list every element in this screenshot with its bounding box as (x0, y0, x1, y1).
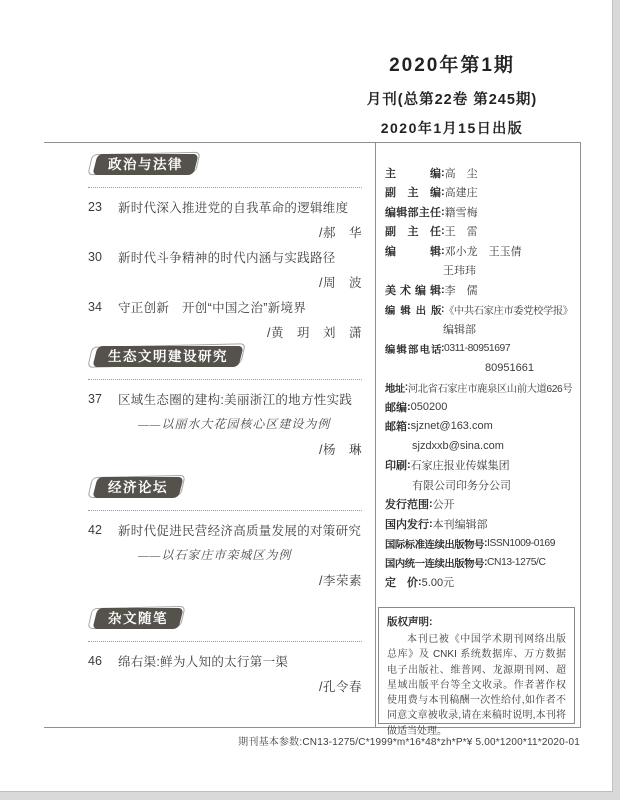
masthead-line (385, 475, 577, 495)
issue-publish-date: 2020年1月15日出版 (380, 120, 524, 136)
masthead-line (385, 319, 577, 339)
article-title: 绵右渠:鲜为人知的太行第一渠 (118, 654, 289, 669)
section-tag-row (95, 346, 362, 374)
article-row (88, 648, 362, 673)
masthead-line (385, 397, 577, 417)
article-row (88, 194, 362, 219)
article-authors: /周 波 (319, 275, 362, 290)
article-page-number: 23 (88, 199, 102, 214)
masthead-colon: : (441, 186, 445, 199)
masthead-value: 80951661 (485, 361, 534, 374)
masthead-value: 公开 (432, 499, 455, 512)
masthead-value: 编辑部 (443, 323, 476, 336)
masthead-line (385, 534, 577, 554)
masthead-value: CN13-1275/C (487, 557, 546, 569)
masthead-line (385, 436, 577, 456)
section-title: 经济论坛 (108, 480, 168, 495)
masthead-value: sjznet@163.com (410, 420, 493, 433)
dotted-divider (88, 636, 362, 642)
section-tag-row (95, 154, 362, 182)
article-title: 区域生态圈的建构:美丽浙江的地方性实践 (118, 392, 353, 407)
article-page-number: 37 (88, 391, 102, 406)
masthead-value: 5.00元 (421, 577, 455, 590)
section-title: 政治与法律 (108, 157, 183, 172)
masthead-line (385, 280, 577, 300)
masthead-label: 主编 (385, 167, 441, 180)
masthead-line (385, 573, 577, 593)
masthead-label: 编辑 (385, 245, 441, 258)
copyright-box (378, 607, 575, 737)
masthead-line (385, 202, 577, 222)
masthead-value: 石家庄报业传媒集团 (410, 460, 510, 473)
masthead-value: 高 尘 (444, 167, 478, 180)
masthead-value: 《中共石家庄市委党校学报》 (444, 305, 573, 317)
masthead-label: 编辑部电话 (385, 344, 441, 356)
dotted-divider (88, 505, 362, 511)
masthead-label: 副主任 (385, 226, 441, 239)
masthead-line (385, 241, 577, 261)
masthead-value: 高建庄 (444, 187, 478, 200)
masthead-line (385, 456, 577, 476)
article-row (88, 386, 362, 411)
masthead-label: 编辑出版 (385, 305, 441, 317)
toc-section (88, 346, 362, 461)
article-authors: /孔令春 (319, 679, 362, 694)
toc-section (88, 154, 362, 344)
masthead-line (385, 339, 577, 359)
masthead-label: 国内发行 (385, 518, 429, 531)
masthead-colon: : (429, 517, 433, 530)
masthead-colon: : (441, 244, 445, 257)
masthead-colon: : (407, 400, 411, 413)
masthead-line (385, 417, 577, 437)
masthead-label: 印刷 (385, 460, 407, 473)
masthead-line (385, 222, 577, 242)
masthead-value: 邓小龙 王玉倩 (444, 245, 522, 258)
article-title: 新时代斗争精神的时代内涵与实践路径 (118, 250, 336, 265)
masthead-colon: : (441, 283, 445, 296)
article-authors: /黄 玥 刘 潇 (267, 325, 362, 340)
toc-section (88, 477, 362, 592)
article-subtitle: ——以石家庄市栾城区为例 (138, 548, 292, 562)
issue-frequency: 月刊(总第22卷 第245期) (366, 92, 538, 108)
section-tag-row (95, 477, 362, 505)
journal-params: 期刊基本参数:CN13-1275/C*1999*m*16*48*zh*P*¥ 5.00*1200*11*2020-01 (238, 737, 580, 748)
article-authors: /杨 琳 (319, 442, 362, 457)
article-page-number: 30 (88, 249, 102, 264)
masthead-line (385, 183, 577, 203)
masthead-line (385, 300, 577, 320)
article-page-number: 46 (88, 653, 102, 668)
masthead-label: 副主编 (385, 187, 441, 200)
masthead-label: 定 价 (385, 577, 418, 590)
masthead-value: 籍雪梅 (444, 206, 478, 219)
masthead-line (385, 495, 577, 515)
masthead-label: 编辑部主任 (385, 206, 441, 219)
masthead-label: 国内统一连续出版物号 (385, 559, 484, 571)
masthead-line (385, 163, 577, 183)
masthead (385, 163, 577, 592)
article-authors: /郝 华 (319, 225, 362, 240)
section-title: 杂文随笔 (108, 611, 168, 626)
section-tag (95, 477, 181, 498)
masthead-line (385, 378, 577, 398)
section-tag (95, 154, 196, 175)
article-title: 守正创新 开创“中国之治”新境界 (118, 300, 307, 315)
masthead-value: 李 儒 (444, 284, 478, 297)
masthead-colon: : (441, 166, 445, 179)
masthead-colon: : (418, 576, 422, 589)
section-tag (95, 608, 181, 629)
masthead-colon: : (407, 420, 411, 433)
masthead-value: 050200 (410, 400, 448, 413)
masthead-colon: : (441, 225, 445, 238)
section-title: 生态文明建设研究 (108, 349, 228, 364)
article-row (88, 517, 362, 542)
issue-title: 2020年第1期 (389, 55, 515, 76)
masthead-value: 有限公司印务分公司 (412, 479, 511, 492)
copyright-body: 本刊已被《中国学术期刊网络出版总库》及 CNKI 系统数据库、万方数据电子出版社、维普网、龙源期刊网、超星域出版平台等全文收录。作者著作权使用费与本刊稿酬一次性给付,如作者不同意文章被收录,请在来稿时说明,本刊将做适当处理。 (387, 634, 566, 737)
article-row (88, 244, 362, 269)
masthead-value: sjzdxxb@sina.com (412, 439, 504, 452)
article-row (88, 294, 362, 319)
section-tag-row (95, 608, 362, 636)
masthead-colon: : (441, 342, 445, 354)
masthead-line (385, 553, 577, 573)
article-authors: /李荣素 (319, 573, 362, 588)
masthead-colon: : (404, 381, 408, 393)
article-title: 新时代促进民营经济高质量发展的对策研究 (118, 523, 362, 538)
masthead-label: 国际标准连续出版物号 (385, 539, 484, 551)
copyright-heading: 版权声明: (387, 616, 433, 628)
article-subtitle: ——以丽水大花园核心区建设为例 (138, 417, 331, 431)
masthead-line (385, 261, 577, 281)
masthead-line (385, 358, 577, 378)
masthead-line (385, 514, 577, 534)
dotted-divider (88, 374, 362, 380)
article-title: 新时代深入推进党的自我革命的逻辑维度 (118, 200, 349, 215)
toc-section (88, 608, 362, 698)
masthead-value: 王玮玮 (443, 265, 476, 278)
masthead-colon: : (429, 498, 433, 511)
dotted-divider (88, 182, 362, 188)
masthead-value: 王 雷 (444, 226, 478, 239)
masthead-label: 邮箱 (385, 421, 407, 434)
article-page-number: 34 (88, 299, 102, 314)
masthead-colon: : (407, 459, 411, 472)
masthead-colon: : (441, 205, 445, 218)
masthead-colon: : (483, 537, 487, 549)
section-tag (95, 346, 241, 367)
masthead-value: ISSN1009-0169 (487, 537, 556, 549)
masthead-colon: : (483, 557, 487, 569)
masthead-label: 邮编 (385, 401, 407, 414)
masthead-label: 美术编辑 (385, 284, 441, 297)
masthead-colon: : (441, 303, 445, 315)
masthead-label: 地址 (385, 383, 405, 395)
masthead-value: 河北省石家庄市鹿泉区山前大道626号 (407, 383, 573, 395)
masthead-value: 本刊编辑部 (432, 518, 488, 531)
masthead-value: 0311-80951697 (444, 342, 511, 354)
masthead-label: 发行范围 (385, 499, 429, 512)
article-page-number: 42 (88, 522, 102, 537)
